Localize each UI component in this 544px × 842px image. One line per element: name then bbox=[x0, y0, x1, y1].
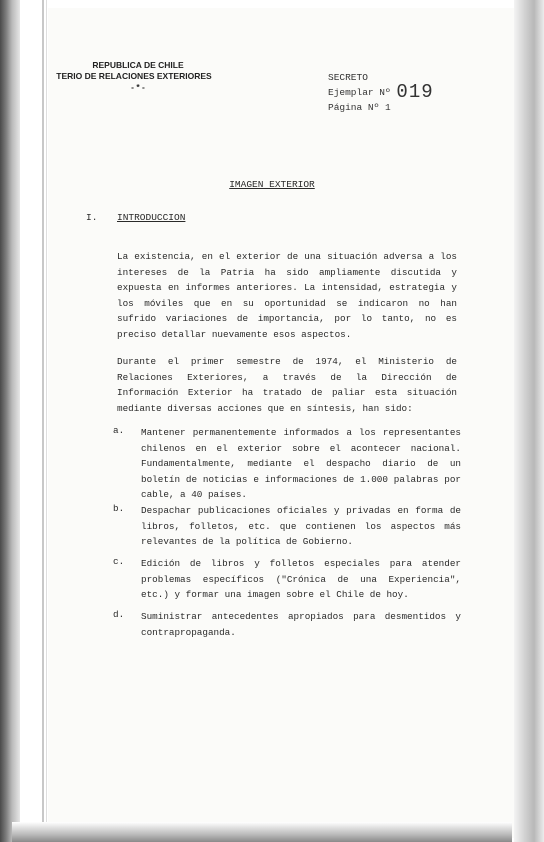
letterhead-country: REPUBLICA DE CHILE bbox=[92, 60, 184, 70]
fold-line bbox=[42, 0, 44, 842]
list-item-b: Despachar publicaciones oficiales y privadas en forma de libros, folletos, etc. que contienen los aspectos más relevantes de la política de Gobierno. bbox=[141, 505, 461, 547]
document-page bbox=[48, 8, 514, 838]
copy-number-line bbox=[328, 81, 434, 103]
section-title: INTRODUCCION bbox=[117, 212, 186, 223]
list-item-a: Mantener permanentemente informados a los representantes chilenos en el exterior sobre el acontecer nacional. Fundamentalmente, mediante el despacho diario de un boletín de noticias e informaciones de 1.000 palabras por cable, a 40 países. bbox=[141, 427, 461, 500]
list-item-c: Edición de libros y folletos especiales para atender problemas específicos ("Crónica de una Experiencia", etc.) y formar una imagen sobre el Chile de hoy. bbox=[141, 558, 461, 600]
paragraph-1: La existencia, en el exterior de una situación adversa a los intereses de la Patria ha sido ampliamente discutida y expuesta en informes anteriores. La intensidad, estrategia y los móviles que en su oportunidad se indicaron no han sufrido variaciones de importancia, por lo tanto, no es preciso detallar nuevamente esos aspectos. bbox=[117, 251, 457, 340]
fold-line-secondary bbox=[46, 0, 47, 842]
scan-bottom-shadow bbox=[12, 822, 512, 842]
classification-block bbox=[328, 70, 434, 115]
letterhead bbox=[58, 60, 218, 93]
secret-label: SECRETO bbox=[328, 72, 368, 83]
paragraph-2: Durante el primer semestre de 1974, el Ministerio de Relaciones Exteriores, a través de la Dirección de Información Exterior ha tratado de paliar esta situación mediante diversas acciones que en síntesis, han sido: bbox=[117, 356, 457, 414]
document-title: IMAGEN EXTERIOR bbox=[229, 179, 315, 190]
list-item-letter-c: c. bbox=[113, 556, 125, 567]
section-number: I. bbox=[86, 212, 98, 223]
page-number: Página Nº 1 bbox=[328, 102, 391, 113]
copy-number-label: Ejemplar Nº bbox=[328, 87, 391, 98]
list-item-d: Suministrar antecedentes apropiados para desmentidos y contrapropaganda. bbox=[141, 611, 461, 638]
list-item-letter-d: d. bbox=[113, 609, 125, 620]
copy-number: 019 bbox=[396, 81, 434, 103]
scan-right-edge bbox=[514, 0, 544, 842]
scan-left-edge bbox=[0, 0, 20, 842]
letterhead-ornament: - * - bbox=[131, 82, 145, 92]
list-item-letter-b: b. bbox=[113, 503, 125, 514]
letterhead-ministry: TERIO DE RELACIONES EXTERIORES bbox=[56, 71, 212, 81]
list-item-letter-a: a. bbox=[113, 425, 125, 436]
